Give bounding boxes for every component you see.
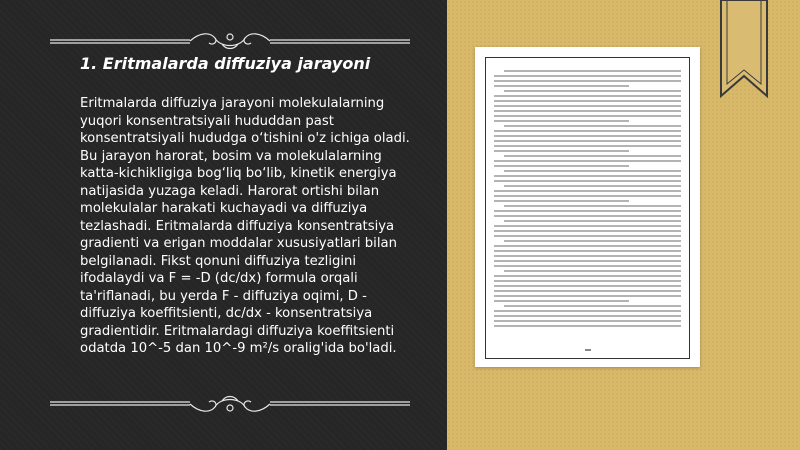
document-page-number	[486, 349, 689, 352]
bottom-flourish-divider-icon	[50, 392, 410, 416]
document-page	[485, 57, 690, 359]
body-paragraph: Eritmalarda diffuziya jarayoni molekulalarning yuqori konsentratsiyali hududdan past konsentratsiyali hududga o‘tishini o'z ichiga oladi. Bu jarayon harorat, bosim va molekulalarning katta-kichikligiga bog‘liq bo‘lib, kinetik energiya natijasida yuzaga keladi. Harorat ortishi bilan molekulalar harakati kuchayadi va diffuziya tezlashadi. Eritmalarda diffuziya konsentratsiya gradienti va erigan moddalar xususiyatlari bilan belgilanadi. Fikst qonuni diffuziya tezligini ifodalaydi va F = -D (dc/dx) formula orqali ta'riflanadi, bu yerda F - diffuziya oqimi, D - diffuziya koeffitsienti, dc/dx - konsentratsiya gradientidir. Eritmalardagi diffuziya koeffitsienti odatda 10^-5 dan 10^-9 m²/s oralig'ida bo'ladi.	[80, 96, 410, 356]
slide-title: 1. Eritmalarda diffuziya jarayoni	[80, 54, 371, 73]
document-text-lines	[486, 58, 689, 327]
document-preview	[475, 47, 700, 367]
top-flourish-divider-icon	[50, 30, 410, 54]
bookmark-ribbon-icon	[719, 0, 769, 98]
